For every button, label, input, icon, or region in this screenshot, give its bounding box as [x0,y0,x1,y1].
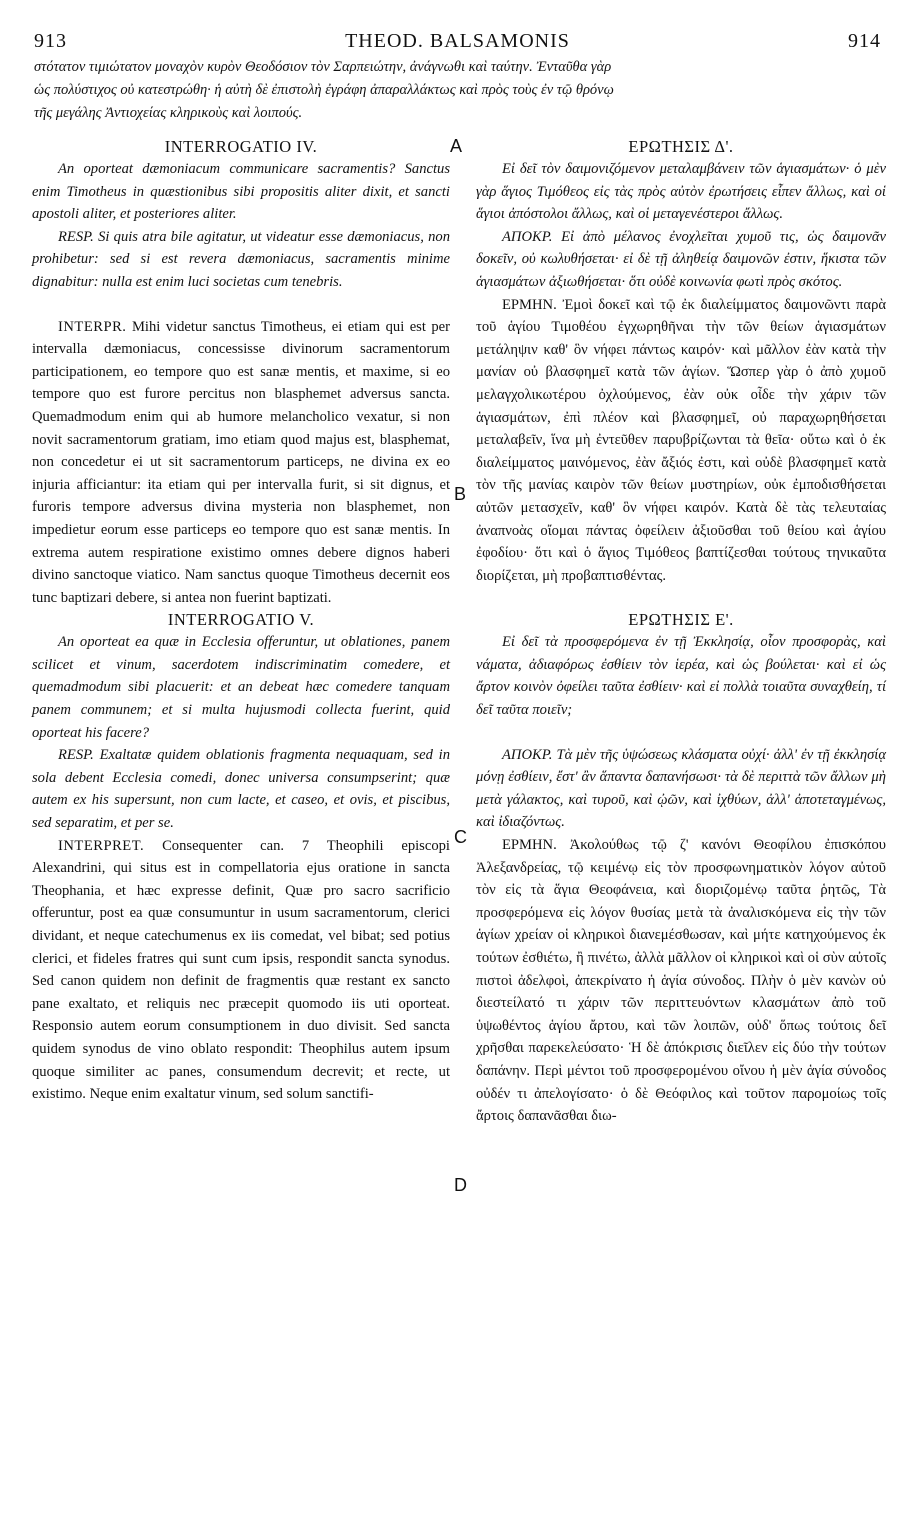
question-text: An oporteat dæmoniacum communicare sacramentis? Sanctus enim Timotheus in quæstionibus sibi propositis aliter dixit, et sancti apostoli aliter, et posteriores aliter. [32,161,450,223]
margin-marker-a: A [450,136,463,156]
response-paragraph [476,744,886,834]
intro-paragraph [34,56,894,125]
response-label: RESP. [58,747,94,764]
margin-marker-c: C [454,827,467,847]
interpretation-text: Consequenter can. 7 Theophili episcopi Alexandrini, qui situs est in compellatoria ejus oratione in sancta Theophania, et hæc expresse definit, Quæ pro sacro sacrificio offeruntur, post ea quæ consumuntur in usum sacramentorum, clerici dividant, et neque catechumenus ex iis comedat, vel bibat; sed potius clerici, et fideles fratres qui sunt cum ipsis, respondit sancta synodus. Sed canon quidem non definit de fragmentis quæ restant ex sancto pane exaltato, et reliquis nec præcepit quomodo iis uti oporteat. Responsio autem eorum consumptionem in duo divisit. Sed sancta quidem synodus de vino oblato respondit: Theophilus autem ipsum quoque similiter ac panes, consumendum decrevit; et recte, ut existimo. Neque enim exaltatur vinum, sed solum sanctifi- [32,837,450,1103]
response-label: RESP. [58,228,94,245]
response-text: Exaltatæ quidem oblationis fragmenta nequaquam, sed in sola debent Ecclesia comedi, donec universa consumpserint; quæ autem ex his supersunt, non cum lacte, et caseo, et ovis, et piscibus, sed separatim, et per se. [32,747,450,832]
page-number-right: 914 [848,30,881,52]
latin-column [32,136,450,1106]
page-number-left: 913 [34,30,67,52]
response-paragraph [476,226,886,294]
response-text: Εἰ ἀπὸ μέλανος ἐνοχλεῖται χυμοῦ τις, ὡς δαιμονᾶν δοκεῖν, οὐ κωλυθήσεται· εἰ δὲ τῇ ἀληθείᾳ δαιμονῶν ἐστιν, ἥκιστα τῶν ἁγιασμάτων ἀξιωθήσεται· ὅτι οὐδὲ κοινωνία φωτὶ πρὸς σκότος. [476,228,886,290]
response-paragraph [32,226,450,294]
margin-marker-b: B [454,484,467,504]
greek-column [476,136,886,1128]
interpretation-text: Ἐμοὶ δοκεῖ καὶ τῷ ἐκ διαλείμματος δαιμονῶντι παρὰ τοῦ ἁγίου Τιμοθέου ἐγχωρηθῆναι τὴν τῶν θείων ἁγιασμάτων μετάληψιν καθ' ὃν νήφει πάντως καιρόν· καὶ μᾶλλον ἐὰν κατὰ τὴν μανίαν οὐ βλασφημεῖ κατὰ τῶν ἁγίων. Ὥσπερ γὰρ ὁ ἀπὸ χυμοῦ μελαγχολικωτέρου ὀχλούμενος, ἐὰν οὐκ οἶδε τὴν χάριν τῶν ἁγιασμάτων, ἐπὶ πλέον καὶ βλασφημεῖ, οὐ παραχωρηθήσεται μεταλαβεῖν, ἵνα μὴ ἐντεῦθεν παρυβρίζωνται τὰ θεῖα· οὕτω καὶ ὁ ἐκ διαλείμματος μαινόμενος, ἐὰν ἄξιός ἐστι, καὶ οὐδὲ βλασφημεῖ κατὰ τὸν τῆς μανίας καιρὸν τῶν θείων μυστηρίων, οὐκ ἐμποδισθήσεται αὐτῶν μετασχεῖν, καθ' ὃν νήφει καιρόν. Κατὰ δὲ τὰς τελευταίας ἀναπνοὰς οἴομαι πάντας ὀφείλειν ἀξιοῦσθαι τοῦ θείου καὶ ἁγίου ἐφοδίου· ὅτι καὶ ὁ ἅγιος Τιμόθεος βαπτίζεσθαι τούτους τηνικαῦτα διορίζεται, μὴ προβαπτισθέντας. [476,296,886,584]
section-heading: INTERROGATIO IV. [164,137,318,156]
intro-line: τῆς μεγάλης Ἀντιοχείας κληρικοὺς καὶ λοιπούς. [34,105,303,121]
response-paragraph [32,744,450,834]
interpretation-paragraph [32,835,450,1106]
response-text: Si quis atra bile agitatur, ut videatur esse dæmoniacus, non prohibetur: sed si est revera dæmoniacus, sacramentis minime dignabitur: nulla est enim luci societas cum tenebris. [32,228,450,290]
intro-line: ὡς πολύστιχος οὐ κατεστρώθη· ἡ αὐτὴ δὲ ἐπιστολὴ ἐγράφη ἀπαραλλάκτως καὶ πρὸς τοὺς ἐν τῷ θρόνῳ [34,82,614,98]
question-text: Εἰ δεῖ τὰ προσφερόμενα ἐν τῇ Ἐκκλησίᾳ, οἷον προσφορὰς, καὶ νάματα, ἀδιαφόρως ἐσθίειν τὸν ἱερέα, καὶ ὡς βούλεται· καὶ εἰ ὡς ἄρτον κοινὸν ὀφείλει ταῦτα ἐσθίειν· καὶ εἰ πολλὰ τοιαῦτα συναχθείη, τί δεῖ ταῦτα ποιεῖν; [476,634,886,719]
page-header [34,30,881,58]
response-text: Τὰ μὲν τῆς ὑψώσεως κλάσματα οὐχί· ἀλλ' ἐν τῇ ἐκκλησίᾳ μόνῃ ἐσθίειν, ἔστ' ἂν ἅπαντα δαπανήσωσι· τὰ δὲ περιττὰ τῶν ἄλλων μὴ μετὰ γάλακτος, καὶ τυροῦ, καὶ ᾠῶν, καὶ ἰχθύων, ἀλλ' ἀποτεταγμένως, καὶ ἰδιαζόντως. [476,746,887,831]
margin-marker-d: D [454,1175,467,1195]
interpretation-paragraph [32,316,450,610]
response-label: ΑΠΟΚΡ. [502,228,553,245]
response-label: ΑΠΟΚΡ. [502,746,553,763]
interpretation-text: Ἀκολούθως τῷ ζ' κανόνι Θεοφίλου ἐπισκόπου Ἀλεξανδρείας, τῷ κειμένῳ εἰς τὸν προσφωνηματικὸν λόγον αὐτοῦ τὸν εἰς τὰ ἅγια Θεοφάνεια, καὶ διοριζομένῳ ταῦτα ῥητῶς, Τὰ προσφερόμενα εἰς λόγον θυσίας μετὰ τὰ ἀναλισκόμενα εἰς τὴν τῶν ἁγίων χρείαν οἱ κληρικοὶ διανεμέσθωσαν, καὶ μήτε κατηχούμενος ἐκ τούτων ἐσθιέτω, ἢ πινέτω, ἀλλὰ μᾶλλον οἱ κληρικοὶ καὶ οἱ σὺν αὐτοῖς πιστοὶ ἀδελφοὶ, ἀπεκρίνατο ἡ ἁγία σύνοδος. Πλὴν ὁ μὲν κανὼν οὐ διεστείλατό τι χάριν τῶν περιττευόντων κλασμάτων ἀπὸ τοῦ ὑψωθέντος ἁγίου ἄρτου, καὶ τῶν λοιπῶν, οὐδ' ὅπως τούτοις δεῖ χρῆσθαι παρεκελεύσατο· Ἡ δὲ ἀπόκρισις διεῖλεν εἰς δύο τὴν τούτων δαπάνην. Περὶ μέντοι τοῦ προσφερομένου οἴνου ἡ μὲν ἁγία σύνοδος οὐδέν τι ἀπελογίσατο· ὁ δὲ Θεόφιλος καὶ τοῦτον παρομοίως τοῖς ἄρτοις δαπανᾶσθαι διω- [476,837,886,1125]
question-text: Εἰ δεῖ τὸν δαιμονιζόμενον μεταλαμβάνειν τῶν ἁγιασμάτων· ὁ μὲν γὰρ ἅγιος Τιμόθεος εἰς τὰς πρὸς αὐτὸν ἐρωτήσεις εἶπεν ἄλλως, καὶ οἱ ἅγιοι ἀπόστολοι ἄλλως, καὶ οἱ μεταγενέστεροι ἄλλως. [476,161,886,223]
interpretation-paragraph [476,834,886,1128]
section-heading: ΕΡΩΤΗΣΙΣ Ε'. [628,610,734,630]
interpretation-text: Mihi videtur sanctus Timotheus, ei etiam qui est per intervalla dæmoniacus, concessisse divinorum sacramentorum participationem, eo tempore quo est sanæ mentis, et maxime, si eo tempore quo est furore percitus non blasphemet adversus sancta. Quemadmodum enim qui ab humore melancholico vexatur, si non novit sacramentorum gratiam, imo etiam quod majus est, blasphemat, non concedetur ei ut sit sacramentorum particeps, ne divina ex eo injuria afficiantur: ita etiam qui per intervalla furit, si sit dignus, et furoris tempore adversus divina mysteria non blasphemet, non impedietur eorum esse particeps eo tempore quo est sanæ mentis. In extrema autem respiratione existimo omnes debere dignos haberi divino sanctoque viatico. Nam sanctus quoque Timotheus decernit eos tunc baptizari debere, si antea non fuerint baptizati. [32,318,450,606]
section-heading: INTERROGATIO V. [167,610,315,630]
interpretation-paragraph [476,294,886,588]
question-text: An oporteat ea quæ in Ecclesia offeruntur, ut oblationes, panem scilicet et vinum, sacerdotem indiscriminatim comedere, et quemadmodum sibi placuerit: et an debeat hæc comedere tanquam panem communem; et si multa hujusmodi collecta fuerint, quid oporteat his facere? [32,634,450,741]
running-title: THEOD. BALSAMONIS [345,30,570,52]
section-heading: ΕΡΩΤΗΣΙΣ Δ'. [628,137,734,156]
interpretation-label: ΕΡΜΗΝ. [502,837,557,854]
interpretation-label: ΕΡΜΗΝ. [502,296,557,313]
intro-line: στότατον τιμιώτατον μοναχὸν κυρὸν Θεοδόσιον τὸν Σαρπειώτην, ἀνάγνωθι καὶ ταύτην. Ἐνταῦθα γὰρ [34,59,612,75]
interpretation-label: INTERPR. [58,318,127,335]
interpretation-label: INTERPRET. [58,837,145,854]
